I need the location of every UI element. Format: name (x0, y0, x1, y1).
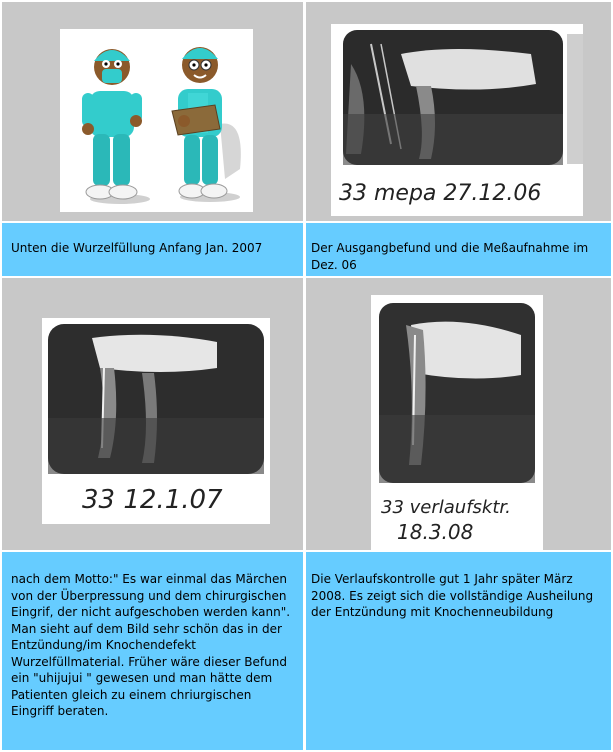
initial-xray-label: 33 mepa 27.12.06 (339, 181, 542, 206)
caption-motto-paragraph-2: Man sieht auf dem Bild sehr schön das in der Entzündung/im Knochendefekt Wurzelfüllmaterial. Früher wäre dieser Befund ein "uhijujui " gewesen und man hätte dem Patienten gleich zu einem chriurgischen Eingriff beraten. (11, 621, 287, 718)
root-filling-xray-label: 33 12.1.07 (82, 485, 223, 515)
followup-xray-label-line1: 33 verlaufsktr. (381, 497, 511, 518)
caption-followup-cell (306, 552, 611, 750)
root-filling-xray-cell (2, 278, 303, 550)
caption-followup: Die Verlaufskontrolle gut 1 Jahr später März 2008. Es zeigt sich die vollständige Ausheilung der Entzündung mit Knochenneubildung (311, 572, 594, 619)
cartoon-dentists-cell (2, 2, 303, 221)
initial-xray-photo (331, 24, 583, 216)
caption-motto-paragraph-1: nach dem Motto:" Es war einmal das Märchen von der Überpressung und dem chirurgischen Eingrif, der nicht aufgeschoben werden kann". (11, 572, 291, 619)
initial-xray-cell (306, 2, 611, 221)
followup-xray-photo (371, 295, 543, 550)
cartoon-dentists-image (60, 29, 253, 212)
caption-root-filling: Unten die Wurzelfüllung Anfang Jan. 2007 (11, 241, 263, 255)
caption-initial: Der Ausgangbefund und die Meßaufnahme im Dez. 06 (311, 241, 589, 272)
initial-xray-image (331, 24, 583, 216)
caption-initial-cell (306, 223, 611, 276)
dentist-figures-illustration (60, 29, 253, 212)
followup-xray-label-line2: 18.3.08 (397, 520, 474, 544)
root-filling-xray-photo (42, 318, 270, 524)
followup-xray-cell (306, 278, 611, 550)
followup-xray-image (371, 295, 543, 550)
root-filling-xray-image (42, 318, 270, 524)
caption-motto-cell (2, 552, 303, 750)
caption-root-filling-cell (2, 223, 303, 276)
